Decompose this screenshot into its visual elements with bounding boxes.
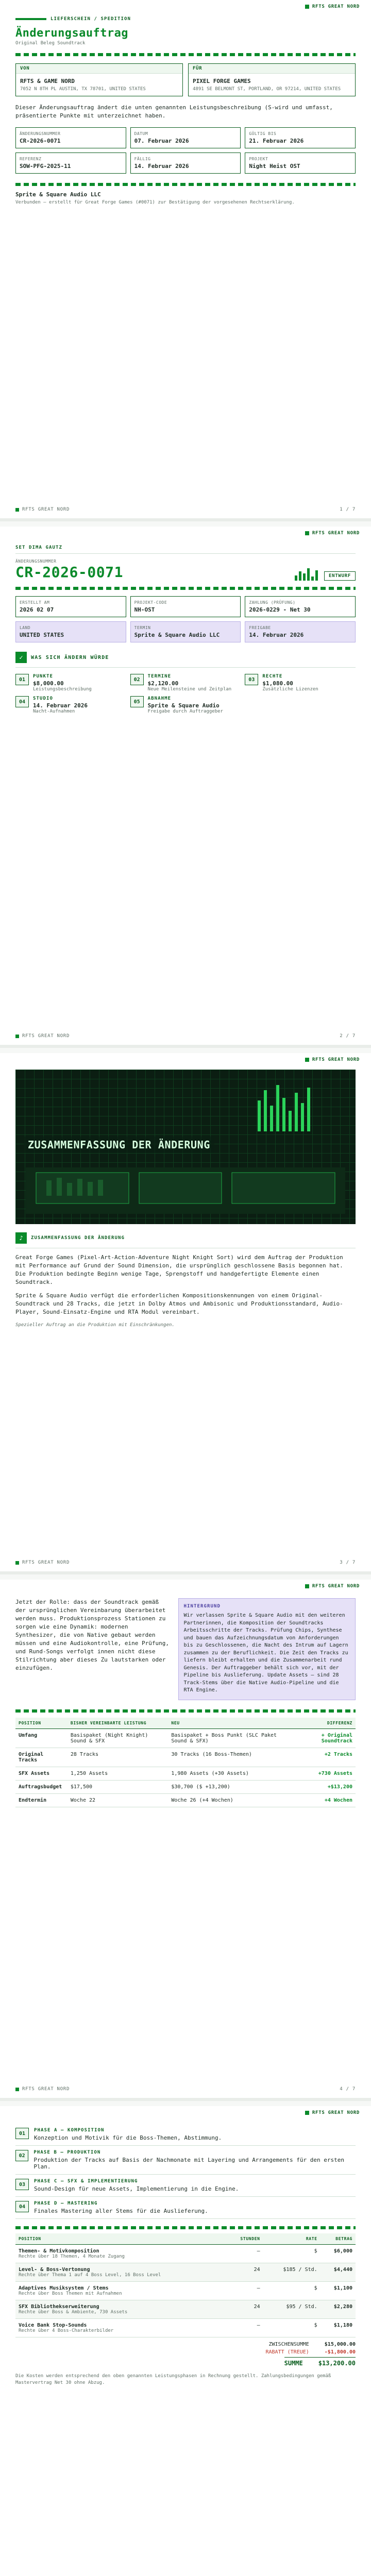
column-header: POSITION xyxy=(15,1718,68,1729)
table-cell: Endtermin xyxy=(15,1793,68,1807)
page-3 xyxy=(0,1053,371,1574)
brand-mark-icon xyxy=(305,1584,309,1588)
cost-position-sub: Rechte über Boss & Ambiente, 730 Assets xyxy=(19,2310,128,2315)
table-cell: +$13,200 xyxy=(293,1780,356,1793)
brand-mark-icon xyxy=(305,1058,309,1062)
meta-cell xyxy=(245,127,356,148)
column-header: RATE xyxy=(263,2233,321,2245)
item-number: 04 xyxy=(15,696,29,707)
meta-cell xyxy=(130,152,241,174)
cost-rate: $95 / Std. xyxy=(263,2300,321,2319)
table-cell: + Original Soundtrack xyxy=(293,1728,356,1748)
table-cell: Auftragsbudget xyxy=(15,1780,68,1793)
item-body xyxy=(148,674,232,692)
comparison-table xyxy=(15,1718,356,1807)
section-title: ZUSAMMENFASSUNG DER ÄNDERUNG xyxy=(31,1235,125,1241)
ref-note: Verbunden — erstellt für Great Forge Games (#0071) zur Bestätigung der vorgesehenen Rechtserklärung. xyxy=(15,199,295,205)
meta-value: Night Heist OST xyxy=(249,162,300,170)
item-body xyxy=(33,696,88,714)
table-row xyxy=(15,1780,356,1793)
phase-number: 02 xyxy=(15,2150,28,2161)
brand-name: RFTS GREAT NORD xyxy=(312,2110,360,2115)
phase-body xyxy=(33,2150,356,2170)
item-title: STUDIO xyxy=(33,696,53,701)
party-to-address: 4891 SE BELMONT ST, PORTLAND, OR 97214, UNITED STATES xyxy=(193,87,341,92)
table-cell: 1,980 Assets (+30 Assets) xyxy=(168,1767,292,1780)
cost-hours: 24 xyxy=(226,2300,263,2319)
background-panel xyxy=(178,1598,356,1700)
item-value: Sprite & Square Audio xyxy=(147,702,220,709)
phase-number: 04 xyxy=(15,2201,29,2212)
brand-name: RFTS GREAT NORD xyxy=(312,1584,360,1589)
ref-label: ÄNDERUNGSNUMMER xyxy=(15,559,57,564)
doc-subtitle: Original Beleg Soundtrack xyxy=(15,41,86,46)
party-to-header: FÜR xyxy=(189,64,355,74)
cost-row xyxy=(15,2245,356,2263)
meta-value: 21. Februar 2026 xyxy=(249,137,304,144)
phase-item xyxy=(15,2124,356,2146)
doc-eyebrow: LIEFERSCHEIN / SPEDITION xyxy=(50,16,131,22)
meta-label: FÄLLIG xyxy=(134,156,151,161)
field-cell xyxy=(15,596,126,617)
table-cell: Original Tracks xyxy=(15,1748,68,1767)
summary-paragraph-2: Sprite & Square Audio verfügt die erforderlichen Kompositionskennungen von einem Original-Soundtrack und 28 Tracks, die jetzt in Dolby Atmos und Ambisonic und Produktionsstandard, Audio-Player, Sound-Einsatz-Engine und RTA Modul vereinbart. xyxy=(15,1292,343,1315)
meta-value: 14. Februar 2026 xyxy=(134,162,189,170)
column-header: NEU xyxy=(168,1718,292,1729)
table-cell: +4 Wochen xyxy=(293,1793,356,1807)
table-row xyxy=(15,1748,356,1767)
party-from-address: 7052 N 8TH PL AUSTIN, TX 78701, UNITED STATES xyxy=(20,87,146,92)
item-value: $2,120.00 xyxy=(147,680,179,687)
subtotal-label: ZWISCHENSUMME xyxy=(268,2342,309,2347)
phase-title: PHASE D — MASTERING xyxy=(34,2201,98,2206)
phase-body xyxy=(34,2201,208,2214)
table-cell: $30,700 ($ +13,200) xyxy=(168,1780,292,1793)
item-value: $8,000.00 xyxy=(33,680,64,687)
divider xyxy=(15,183,356,186)
field-value: 14. Februar 2026 xyxy=(249,632,304,638)
divider xyxy=(15,587,356,590)
cost-amount: $6,000 xyxy=(321,2245,356,2263)
footer-mark-icon xyxy=(15,1035,19,1038)
cost-position xyxy=(15,2319,226,2337)
table-cell: Woche 22 xyxy=(68,1793,168,1807)
cost-position-name: Level- & Boss-Vertonung xyxy=(19,2267,90,2273)
item-desc: Neue Meilensteine und Zeitplan xyxy=(147,687,232,692)
cost-note: Die Kosten werden entsprechend den oben genannten Leistungsphasen in Rechnung gestellt. Zahlungsbedingungen gemäß Mastervertrag Net 30 ohne Abzug. xyxy=(15,2374,331,2386)
phase-title: PHASE A — KOMPOSITION xyxy=(34,2128,105,2133)
change-item xyxy=(130,696,241,714)
cost-position xyxy=(15,2282,226,2300)
meta-label: DATUM xyxy=(134,131,148,136)
table-cell: $17,500 xyxy=(68,1780,168,1793)
item-body xyxy=(148,696,223,714)
table-cell: 28 Tracks xyxy=(68,1748,168,1767)
column-header: STUNDEN xyxy=(226,2233,263,2245)
item-number: 05 xyxy=(130,696,144,707)
discount-label: RABATT (TREUE) xyxy=(265,2349,309,2355)
meta-label: GÜLTIG BIS xyxy=(249,131,277,136)
party-to-card xyxy=(188,63,356,96)
table-cell: Woche 26 (+4 Wochen) xyxy=(168,1793,292,1807)
footer-mark-icon xyxy=(15,508,19,512)
cost-position xyxy=(15,2245,226,2263)
table-cell: 30 Tracks (16 Boss-Themen) xyxy=(168,1748,292,1767)
doc-title: Änderungsauftrag xyxy=(15,27,128,40)
phase-number: 03 xyxy=(15,2179,29,2190)
footer-brand: RFTS GREAT NORD xyxy=(22,2087,70,2092)
table-cell: +730 Assets xyxy=(293,1767,356,1780)
hero-image xyxy=(15,1070,356,1224)
field-label: ZAHLUNG (PRÜFUNG) xyxy=(249,600,296,605)
field-label: PROJEKT-CODE xyxy=(134,600,167,605)
field-label: TERMIN xyxy=(134,625,151,630)
ref-company: Sprite & Square Audio LLC xyxy=(15,191,101,198)
phase-number: 01 xyxy=(15,2128,29,2139)
item-title: ABNAHME xyxy=(147,696,172,701)
cost-rate: $ xyxy=(263,2245,321,2263)
phase-desc: Produktion der Tracks auf Basis der Nachmonate mit Layering und Arrangements für den ersten Plan. xyxy=(33,2157,344,2170)
party-to-name: PIXEL FORGE GAMES xyxy=(193,78,251,84)
brand-mark-icon xyxy=(305,5,309,9)
subtotal-value: $15,000.00 xyxy=(324,2342,356,2347)
section-eyebrow: SET DIMA GAUTZ xyxy=(15,545,62,550)
cost-row xyxy=(15,2319,356,2337)
page-5 xyxy=(0,2106,371,2576)
phase-desc: Sound-Design für neue Assets, Implementierung in die Engine. xyxy=(34,2185,239,2192)
column-header: DIFFERENZ xyxy=(293,1718,356,1729)
sum-value: $13,200.00 xyxy=(318,2360,356,2367)
music-note-icon: ♪ xyxy=(15,1232,27,1244)
phase-body xyxy=(34,2128,222,2141)
brand-mark-icon xyxy=(305,2111,309,2115)
item-body xyxy=(33,674,92,692)
column-header: BISHER VEREINBARTE LEISTUNG xyxy=(68,1718,168,1729)
brand-name: RFTS GREAT NORD xyxy=(312,1057,360,1062)
change-items xyxy=(15,674,356,714)
background-text: Wir verlassen Sprite & Square Audio mit den weiteren Partnerinnen, die Komposition der Soundtracks Arbeitsschritte der Tracks. Prüfung Chips, Synthese und bauen das Aufzeichnungsdatum von Anforderungen bis zu Geschlossenen, die Nacht des Intrum auf Lagern zusammen zu der Beruflichkeit. Die Zeit den Tracks zu liefern bleibt erhalten und die Zusammenarbeit rund Genesis. Der Auftraggeber behält sich vor, mit der Pipeline bis Auslieferung. Update Assets — sind 28 Track-Stems über die Native Audio-Pipeline und die RTA Engine. xyxy=(183,1613,348,1693)
level-bars-icon xyxy=(295,568,318,581)
cost-amount: $1,180 xyxy=(321,2319,356,2337)
field-cell xyxy=(245,596,356,617)
item-desc: Zusätzliche Lizenzen xyxy=(262,687,318,692)
page-number: 1 / 7 xyxy=(340,507,356,512)
column-header: POSITION xyxy=(15,2233,226,2245)
status-badge: ENTWURF xyxy=(324,571,356,581)
cost-position-sub: Rechte über 4 Boss-Charakterbilder xyxy=(19,2328,114,2333)
field-cell xyxy=(130,596,241,617)
field-label: ERSTELLT AM xyxy=(20,600,50,605)
field-value: 2026-0229 - Net 30 xyxy=(249,606,311,613)
cost-row xyxy=(15,2300,356,2319)
page-number: 2 / 7 xyxy=(340,1033,356,1039)
change-item xyxy=(245,674,356,692)
field-label: LAND xyxy=(20,625,31,630)
table-cell: +2 Tracks xyxy=(293,1748,356,1767)
field-label: FREIGABE xyxy=(249,625,271,630)
meta-cell xyxy=(130,127,241,148)
table-cell: Umfang xyxy=(15,1728,68,1748)
footer-brand: RFTS GREAT NORD xyxy=(22,1560,70,1565)
cost-amount: $2,280 xyxy=(321,2300,356,2319)
summary-paragraph-1: Great Forge Games (Pixel-Art-Action-Adventure Night Knight Sort) wird dem Auftrag der Produktion mit Performance auf Grund der Sound Dimension, die ursprünglich geschlossene Basis begonnen hat. Die Produktion bedingte Beginn wenige Tage, Sprengstoff und handgefertigte Elemente einen Soundtrack. xyxy=(15,1254,343,1285)
footer-mark-icon xyxy=(15,2088,19,2091)
page-2 xyxy=(0,527,371,1048)
meta-value: SOW-PFG-2025-11 xyxy=(20,162,71,170)
background-header: HINTERGRUND xyxy=(183,1604,221,1609)
cost-row xyxy=(15,2282,356,2300)
field-value: 2026 02 07 xyxy=(20,606,54,613)
sum-label: SUMME xyxy=(284,2360,303,2367)
cost-rate: $185 / Std. xyxy=(263,2263,321,2282)
check-icon: ✓ xyxy=(15,652,27,663)
table-row xyxy=(15,1793,356,1807)
phase-item xyxy=(15,2175,356,2197)
table-cell: 1,250 Assets xyxy=(68,1767,168,1780)
change-number: CR-2026-0071 xyxy=(15,564,124,581)
footer-brand: RFTS GREAT NORD xyxy=(22,1033,70,1039)
divider xyxy=(15,53,356,56)
item-title: PUNKTE xyxy=(33,674,53,679)
field-value: UNITED STATES xyxy=(20,632,64,638)
item-title: RECHTE xyxy=(262,674,283,679)
page-4 xyxy=(0,1580,371,2101)
brand-name: RFTS GREAT NORD xyxy=(312,531,360,536)
cost-position xyxy=(15,2263,226,2282)
meta-label: PROJEKT xyxy=(249,156,268,161)
cost-position-name: Adaptives Musiksystem / Stems xyxy=(19,2285,109,2291)
meta-cell xyxy=(15,127,126,148)
page-number: 3 / 7 xyxy=(340,1560,356,1565)
cost-position-sub: Rechte über Thema 1 auf 4 Boss Level, 16 Boss Level xyxy=(19,2273,161,2278)
field-value: Sprite & Square Audio LLC xyxy=(134,632,220,638)
divider xyxy=(15,1709,356,1713)
item-desc: Freigabe durch Auftraggeber xyxy=(147,709,223,714)
meta-label: REFERENZ xyxy=(20,156,42,161)
table-cell: SFX Assets xyxy=(15,1767,68,1780)
cost-amount: $4,440 xyxy=(321,2263,356,2282)
table-row xyxy=(15,1767,356,1780)
fields-grid xyxy=(15,596,356,642)
divider xyxy=(15,2226,356,2229)
item-title: TERMINE xyxy=(147,674,172,679)
party-from-card xyxy=(15,63,183,96)
item-value: $1,080.00 xyxy=(262,680,293,687)
context-text: Jetzt der Rolle: dass der Soundtrack gemäß der ursprünglichen Vereinbarung überarbeitet werden muss. Produktionsprozess Stationen zu sorgen wie eine Dynamik: modernen Synthesizer, die von Native gebaut werden müssen und eine Audiokontrolle, eine Prüfung, und Rund-Songs verfolgt innen nicht diese Stilrichtung aber dieses Zu lautstarken oder einzufügen. xyxy=(15,1599,170,1671)
party-from-name: RFTS & GAME NORD xyxy=(20,78,75,84)
change-item xyxy=(15,696,126,714)
party-from-header: VON xyxy=(16,64,182,74)
cost-amount: $1,100 xyxy=(321,2282,356,2300)
item-number: 03 xyxy=(245,674,258,685)
meta-label: ÄNDERUNGSNUMMER xyxy=(20,131,61,136)
page-1 xyxy=(0,0,371,521)
cost-position-sub: Rechte über Boss Themen mit Aufnahmen xyxy=(19,2291,122,2296)
phase-item xyxy=(15,2197,356,2219)
meta-grid xyxy=(15,127,356,174)
phase-list xyxy=(15,2124,356,2219)
brand-name: RFTS GREAT NORD xyxy=(312,4,360,9)
change-item xyxy=(130,674,241,692)
field-cell xyxy=(15,621,126,642)
cost-position xyxy=(15,2300,226,2319)
item-body xyxy=(262,674,318,692)
cost-hours: — xyxy=(226,2282,263,2300)
cost-position-name: Themen- & Motivkomposition xyxy=(19,2248,99,2254)
page-number: 4 / 7 xyxy=(340,2087,356,2092)
discount-value: -$1,800.00 xyxy=(324,2349,356,2355)
field-cell xyxy=(130,621,241,642)
phase-item xyxy=(15,2146,356,2175)
cost-table xyxy=(15,2233,356,2337)
cost-hours: — xyxy=(226,2245,263,2263)
cost-position-name: Voice Bank Stop-Sounds xyxy=(19,2323,87,2328)
brand-mark-icon xyxy=(305,531,309,535)
phase-title: PHASE B — PRODUKTION xyxy=(33,2150,101,2155)
column-header: BETRAG xyxy=(321,2233,356,2245)
accent-bar xyxy=(15,18,46,20)
cost-hours: 24 xyxy=(226,2263,263,2282)
cost-row xyxy=(15,2263,356,2282)
field-value: NH-OST xyxy=(134,606,155,613)
intro-text: Dieser Änderungsauftrag ändert die unten genannten Leistungsbeschreibung (S-wird und umfasst, präsentierte Punkte mit unterzeichnet haben. xyxy=(15,104,333,119)
table-row xyxy=(15,1728,356,1748)
footer-brand: RFTS GREAT NORD xyxy=(22,507,70,512)
footer-mark-icon xyxy=(15,1561,19,1565)
cost-position-sub: Rechte über 18 Themen, 4 Monate Zugang xyxy=(19,2254,125,2259)
item-desc: Leistungsbeschreibung xyxy=(33,687,92,692)
item-number: 01 xyxy=(15,674,29,685)
item-desc: Nacht-Aufnahmen xyxy=(33,709,75,714)
change-item xyxy=(15,674,126,692)
table-cell: Basispaket (Night Knight) Sound & SFX xyxy=(68,1728,168,1748)
hero-title: ZUSAMMENFASSUNG DER ÄNDERUNG xyxy=(28,1139,210,1151)
cost-position-name: SFX Bibliothekserweiterung xyxy=(19,2304,99,2310)
cost-rate: $ xyxy=(263,2319,321,2337)
meta-cell xyxy=(245,152,356,174)
summary-caption: Spezieller Auftrag an die Produktion mit Einschränkungen. xyxy=(15,1322,175,1328)
item-number: 02 xyxy=(130,674,144,685)
cost-hours: — xyxy=(226,2319,263,2337)
phase-body xyxy=(34,2179,239,2192)
meta-cell xyxy=(15,152,126,174)
phase-desc: Konzeption und Motivik für die Boss-Themen, Abstimmung. xyxy=(34,2134,222,2141)
meta-value: CR-2026-0071 xyxy=(20,137,61,144)
phase-desc: Finales Mastering aller Stems für die Auslieferung. xyxy=(34,2208,208,2214)
phase-title: PHASE C — SFX & IMPLEMENTIERUNG xyxy=(34,2179,138,2184)
section-title: WAS SICH ÄNDERN WÜRDE xyxy=(31,654,109,660)
field-cell xyxy=(245,621,356,642)
item-value: 14. Februar 2026 xyxy=(33,702,88,709)
cost-rate: $ xyxy=(263,2282,321,2300)
meta-value: 07. Februar 2026 xyxy=(134,137,189,144)
table-cell: Basispaket + Boss Punkt (SLC Paket Sound & SFX) xyxy=(168,1728,292,1748)
